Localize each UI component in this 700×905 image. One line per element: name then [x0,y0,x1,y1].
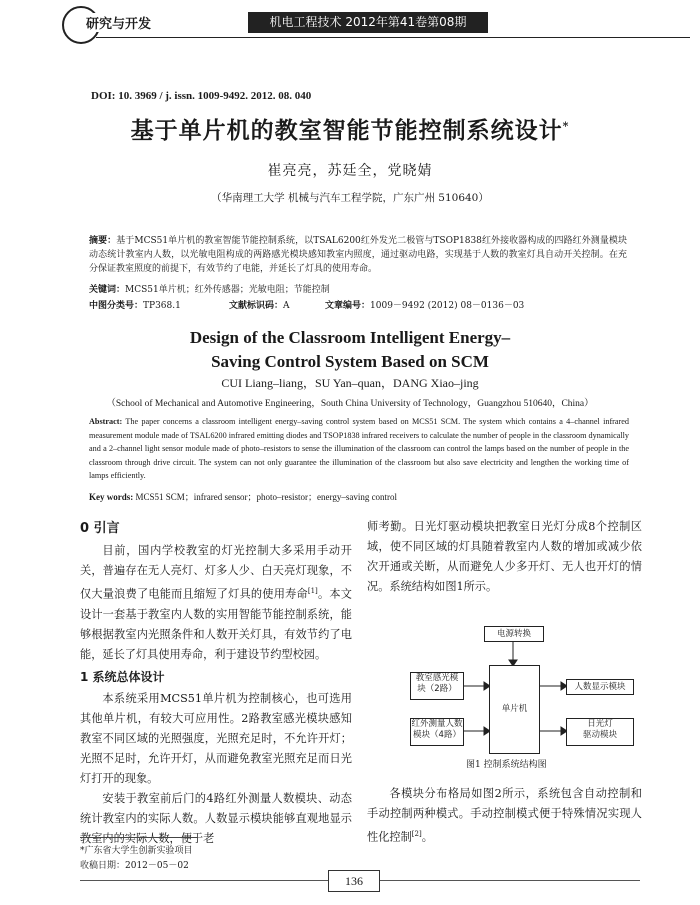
abstract-cn-label: 摘要： [89,236,117,246]
section-1-paragraph-2: 安装于教室前后门的4路红外测量人数模块、动态统计教室内的实际人数。人数显示模块能够直观地显示教室内的实际人数，便于老 [80,791,352,845]
keywords-cn [89,282,330,295]
section-0-text-cont: 。本文设计一套基于教室内人数的实用智能节能控制系统，能够根据教室内光照条件和人数开关灯具，有效节约了电能，延长了灯具使用寿命，利于建设节约型校园。 [80,587,352,661]
section-1-heading: 1 系统总体设计 [80,669,165,684]
abstract-en-label: Abstract: [89,417,123,426]
article-no-label: 文章编号： [325,301,371,311]
citation-2: [2] [411,830,422,838]
keywords-cn-text: MCS51单片机；红外传感器；光敏电阻；节能控制 [125,285,330,295]
doi: DOI: 10. 3969 / j. issn. 1009-9492. 2012. 08. 040 [91,90,312,102]
footnote-rule [80,837,198,838]
section-0-paragraph [80,541,352,665]
body-right-column [367,517,642,597]
title-cn [0,112,700,145]
display-module-box: 人数显示模块 [566,679,634,695]
mcu-box: 单片机 [489,665,540,754]
title-footnote-mark: * [562,119,570,133]
authors-cn: 崔亮亮，苏廷全，党晓婧 [267,163,433,179]
page-rule-right [380,880,640,881]
figure-1-caption: 图1 控制系统结构图 [466,760,547,770]
keywords-en [89,490,397,503]
journal-banner: 机电工程技术 2012年第41卷第08期 [248,12,488,33]
keywords-cn-label: 关键词： [89,285,126,295]
right-paragraph-2 [367,784,642,848]
doc-code-label: 文献标识码： [229,301,284,311]
affiliation-en: （School of Mechanical and Automotive Engineering，South China University of Technology，Guangzhou 510640，China） [106,399,594,409]
authors-en: CUI Liang–liang，SU Yan–quan，DANG Xiao–jing [221,376,479,390]
classification-line [89,298,629,311]
abstract-en-text: The paper concerns a classroom intelligent energy–saving control system based on MCS51 SCM. The system which contains a 4–channel infrared measurement module made of TSAL6200 infrared emitting diodes and TSOP1838 infrared receivers to calculate the number of people in the classroom dynamically and a 2–channel light sensor module made of photo–resistors to sense the illumination of the classroom can control the lamps based on the number of people in the classroom through drive circuit. The system can not only guarantee the illumination of the classroom but also save electricity and lengthen the working time of lamps efficiently. [89,417,629,481]
keywords-en-label: Key words: [89,492,134,502]
abstract-en [89,415,629,483]
right-paragraph-1: 师考勤。日光灯驱动模块把教室日光灯分成8个控制区域，使不同区域的灯具随着教室内人数的增加或减少依次开通或关断，从而避免人少多开灯、无人也开灯的情况。系统结构如图1所示。 [367,520,642,593]
right-paragraph-2-end: 。 [421,830,433,844]
page-rule-left [80,880,328,881]
doc-code-value: A [283,301,290,311]
affiliation-cn: （华南理工大学 机械与汽车工程学院，广东广州 510640） [211,192,489,204]
section-0-text: 目前，国内学校教室的灯光控制大多采用手动开关，普遍存在无人亮灯、灯多人少、白天亮灯现象，不仅大量浪费了电能而且缩短了灯具的使用寿命 [80,544,352,601]
ir-counter-module-box: 红外测量人数 模块（4路） [410,718,464,746]
title-en: Design of the Classroom Intelligent Energy–Saving Control System Based on SCM [189,328,511,371]
clc-value: TP368.1 [143,301,181,311]
body-right-column-lower [367,784,642,848]
power-module-box: 电源转换 [484,626,544,642]
clc-label: 中图分类号： [89,301,144,311]
body-left-column [80,517,352,849]
lamp-driver-module-box: 日光灯 驱动模块 [566,718,634,746]
abstract-cn [89,234,627,276]
light-sensor-module-box: 教室感光模 块（2路） [410,672,464,700]
header-rule [96,37,690,38]
right-paragraph-2-text: 各模块分布格局如图2所示，系统包含自动控制和手动控制两种模式。手动控制模式便于特殊情况实现人性化控制 [367,787,642,844]
page-number: 136 [328,870,380,892]
funding-note: *广东省大学生创新实验项目 [80,846,193,856]
section-label: 研究与开发 [84,13,153,32]
title-cn-text: 基于单片机的教室智能节能控制系统设计 [130,117,563,144]
section-0-heading: 0 引言 [80,521,120,536]
keywords-en-text: MCS51 SCM；infrared sensor；photo–resistor；energy–saving control [135,492,398,502]
abstract-cn-text: 基于MCS51单片机的教室智能节能控制系统，以TSAL6200红外发光二极管与TSOP1838红外接收器构成的四路红外测量模块动态统计教室内人数，以光敏电阻构成的两路感光模块感知教室内照度，通过驱动电路，实现基于人数的教室灯具自动开关控制。在充分保证教室照度的前提下，有效节约了电能，并延长了灯具的使用寿命。 [89,236,627,274]
article-no-value: 1009－9492 (2012) 08－0136－03 [370,301,525,311]
citation-1: [1] [307,587,318,595]
received-date: 收稿日期：2012－05－02 [80,861,189,871]
section-1-paragraph-1: 本系统采用MCS51单片机为控制核心，也可选用其他单片机，有较大可应用性。2路教室感光模块感知教室不同区域的光照强度，光照充足时，不允许开灯；光照不足时，允许开灯，从而避免教室光照充足而日光灯打开的现象。 [80,691,352,785]
